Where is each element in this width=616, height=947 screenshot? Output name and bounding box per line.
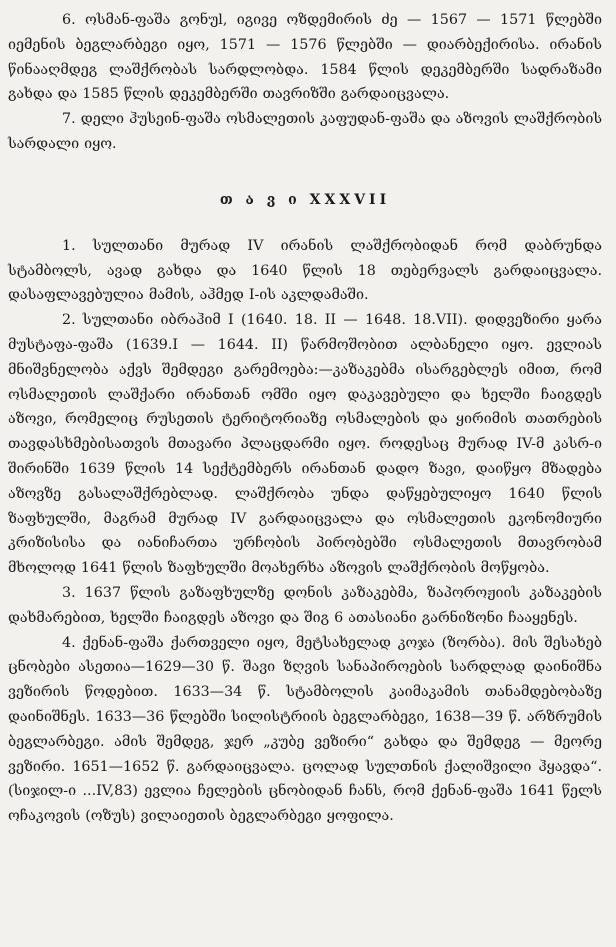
chapter-note-1: 1. სულთანი მურად IV ირანის ლაშქრობიდან რომ დაბრუნდა სტამბოლს, ავად გახდა და 1640 წლის 18 თებერვალს გარდაიცვალა. დასაფლავებულია მამის, აჰმედ I-ის აკლდამაში. bbox=[8, 237, 602, 304]
chapter-heading: თ ა ვ ი XXXVII bbox=[219, 191, 391, 208]
previous-chapter-notes bbox=[8, 8, 602, 157]
chapter-note-2: 2. სულთანი იბრაჰიმ I (1640. 18. II — 1648. 18.VII). დიდვეზირი ყარა მუსტაფა-ფაშა (1639.I — 1644. II) წარმოშობით ალბანელი იყო. ევლიას მნიშვნელობა აქვს შემდეგი გარემოება:—კაზაკებმა ისარგებლეს იმით, რომ ოსმალეთის ლაშქარი ირანთან ომში იყო დაკავებული და ხელში ჩაიგდეს აზოვი, რომელიც რუსეთის ტერიტორიაზე ოსმალების და ყირიმის თათრების თავდასხმებისათვის მთავარი პლაცდარმი იყო. როდესაც მურად IV-მ კასრ-ი შირინში 1639 წლის 14 სექტემბერს ირანთან დადო ზავი, დაიწყო მზადება აზოვზე გასალაშქრებლად. ლაშქრობა უნდა დაწყებულიყო 1640 წლის ზაფხულში, მაგრამ მურად IV გარდაიცვალა და ოსმალეთის ეკონომიური კრიზისისა და იანიჩართა ურჩობის პირობებში ოსმალეთის მთავრობამ მხოლოდ 1641 წლის ზაფხულში მოახერხა აზოვის ლაშქრობის მოწყობა. bbox=[8, 312, 602, 577]
chapter-notes bbox=[8, 234, 602, 829]
note-7: 7. დელი ჰუსეინ-ფაშა ოსმალეთის კაფუდან-ფაშა და აზოვის ლაშქრობის სარდალი იყო. bbox=[8, 111, 602, 152]
chapter-note-3: 3. 1637 წლის გაზაფხულზე დონის კაზაკებმა, ზაპოროჟიის კაზაკების დახმარებით, ხელში ჩაიგდეს აზოვი და შიგ 6 ათასიანი გარნიზონი ჩააყენეს. bbox=[8, 584, 602, 626]
note-6: 6. ოსმან-ფაშა გონუl, იგივე ოზდემირის ძე — 1567 — 1571 წლებში იემენის ბეგლარბეგი იყო, 1571 — 1576 წლებში — დიარბექირისა. ირანის წინააღმდეგ ლაშქრობას სარდლობდა. 1584 წლის დეკემბერში სადრაზამი გახდა და 1585 წლის დეკემბერში თავრიზში გარდაიცვალა. bbox=[8, 12, 602, 103]
chapter-note-4: 4. ქენან-ფაშა ქართველი იყო, მეტსახელად კოჯა (ზორბა). მის შესახებ ცნობები ასეთია—1629—30 წ. შავი ზღვის სანაპიროების სარდლად დაინიშნა ვეზირის წოდებით. 1633—34 წ. სტამბოლის კაიმაკამის თანამდებობაზე დაინიშნეს. 1633—36 წლებში სილისტრიის ბეგლარბეგი, 1638—39 წ. არზრუმის ბეგლარბეგი. ამის შემდეგ, ჯერ „კუბე ვეზირი“ გახდა და შემდეგ — მეორე ვეზირი. 1651—1652 წ. გარდაიცვალა. ცოლად სულთნის ქალიშვილი ჰყავდა“. (სიჯილ-ი ...IV,83) ევლია ჩელების ცნობიდან ჩანს, რომ ქენან-ფაშა 1641 წელს ოჩაკოვის (ოზუს) ვილაიეთის ბეგლარბეგი ყოფილა. bbox=[8, 634, 602, 825]
